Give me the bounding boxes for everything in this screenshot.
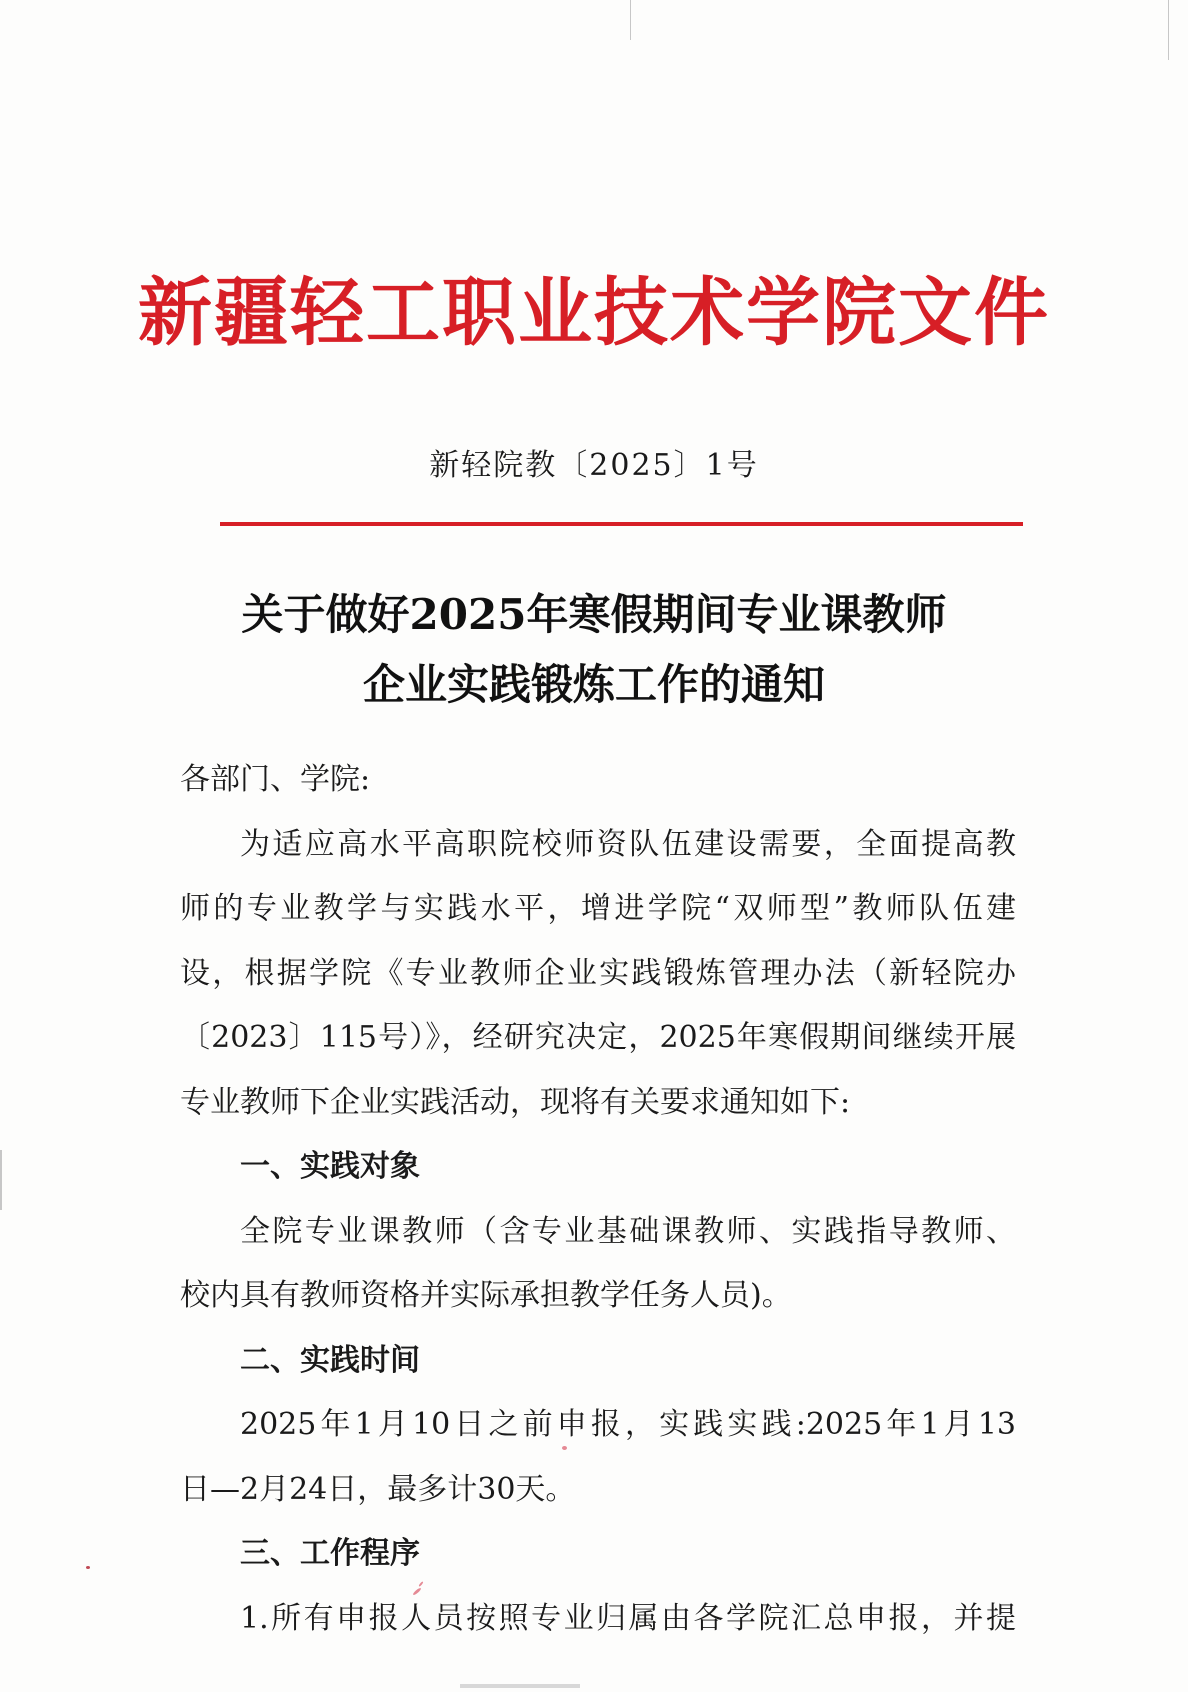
red-separator-line bbox=[220, 522, 1023, 526]
notice-body bbox=[180, 748, 1016, 1651]
document-number: 新轻院教〔2025〕1号 bbox=[429, 448, 759, 483]
section2-line-2: 日—2月24日，最多计30天。 bbox=[180, 1471, 576, 1507]
scan-edge-mark bbox=[1168, 0, 1169, 60]
paragraph1-line-2: 师的专业教学与实践水平，增进学院“双师型”教师队伍建 bbox=[180, 891, 1016, 926]
paragraph1-line-1: 为适应高水平高职院校师资队伍建设需要，全面提高教 bbox=[240, 826, 1016, 862]
section3-line-1: 1.所有申报人员按照专业归属由各学院汇总申报，并提 bbox=[240, 1600, 1016, 1636]
notice-title-line-1: 关于做好2025年寒假期间专业课教师 bbox=[241, 590, 947, 639]
scan-edge-mark bbox=[0, 1150, 2, 1210]
scan-speck bbox=[562, 1446, 567, 1450]
section3-heading: 三、工作程序 bbox=[240, 1536, 420, 1571]
section1-line-1: 全院专业课教师（含专业基础课教师、实践指导教师、 bbox=[240, 1213, 1016, 1249]
paragraph1-line-3: 设，根据学院《专业教师企业实践锻炼管理办法（新轻院办 bbox=[180, 955, 1016, 991]
scan-speck bbox=[86, 1566, 90, 1569]
salutation: 各部门、学院: bbox=[180, 762, 371, 797]
notice-title bbox=[0, 580, 1188, 720]
masthead-title: 新疆轻工职业技术学院文件 bbox=[138, 270, 1050, 356]
scan-edge-mark bbox=[630, 0, 631, 40]
section2-line-1: 2025年1月10日之前申报，实践实践:2025年1月13 bbox=[240, 1407, 1016, 1442]
section1-line-2: 校内具有教师资格并实际承担教学任务人员)。 bbox=[180, 1278, 792, 1313]
paragraph1-line-5: 专业教师下企业实践活动，现将有关要求通知如下: bbox=[180, 1084, 851, 1120]
paragraph1-line-4: 〔2023〕115号）》，经研究决定，2025年寒假期间继续开展 bbox=[180, 1020, 1016, 1055]
notice-title-line-2: 企业实践锻炼工作的通知 bbox=[362, 660, 825, 709]
section2-heading: 二、实践时间 bbox=[240, 1342, 420, 1378]
scan-edge-mark bbox=[460, 1684, 580, 1688]
section1-heading: 一、实践对象 bbox=[240, 1149, 420, 1184]
